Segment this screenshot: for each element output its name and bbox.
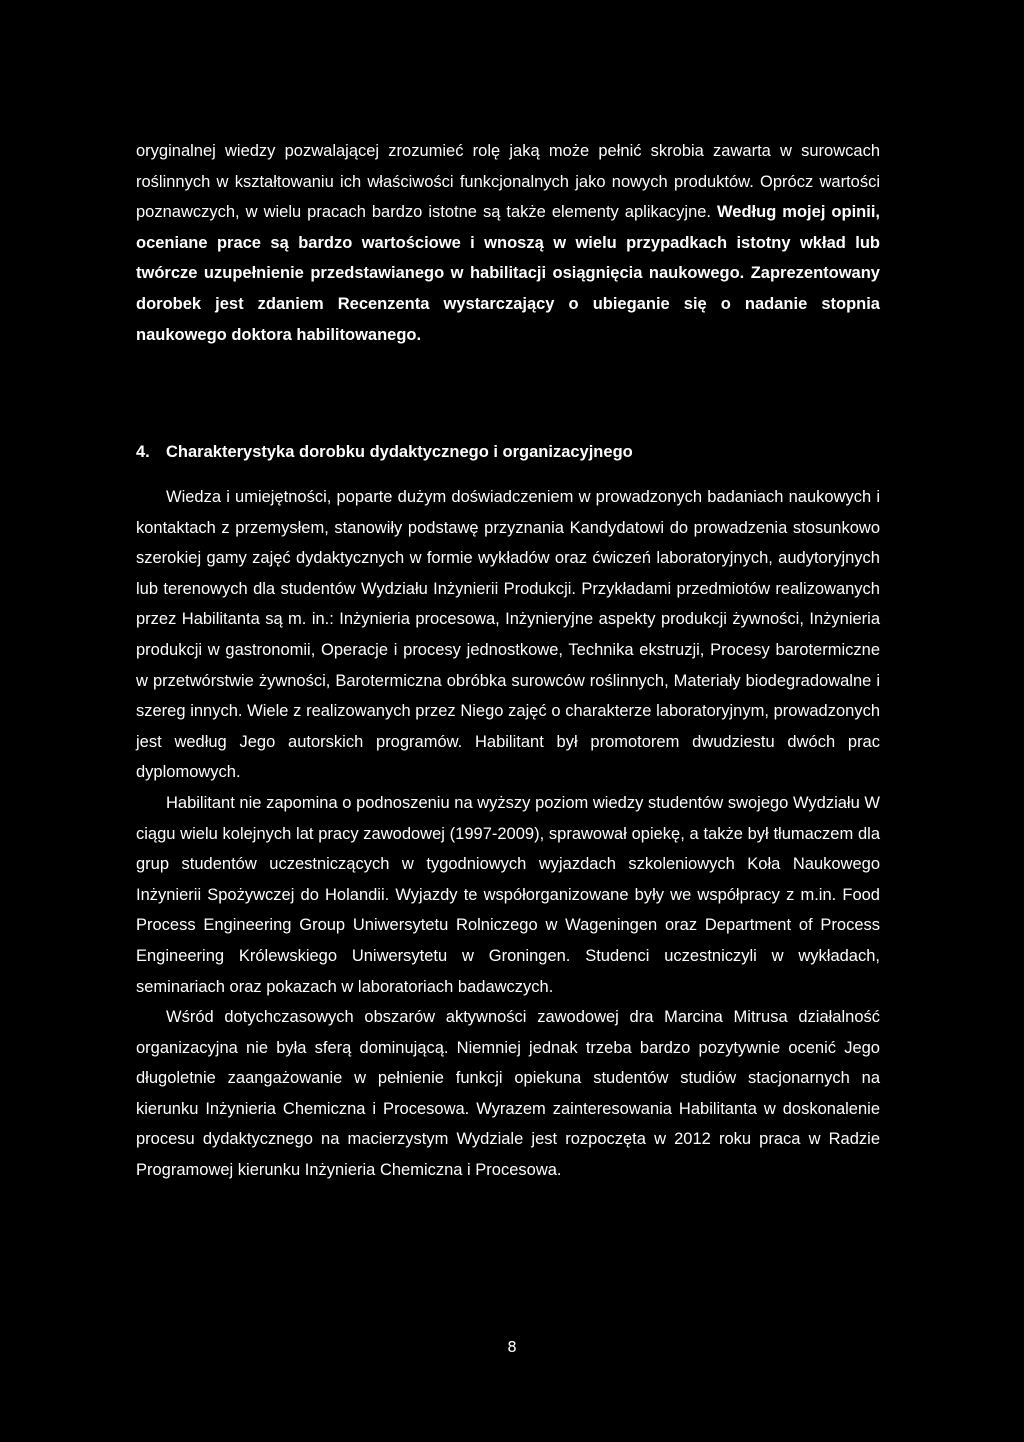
top-paragraph-normal-text: oryginalnej wiedzy pozwalającej zrozumieć rolę jaką może pełnić skrobia zawarta w surowcach roślinnych w kształtowaniu ich właściwości funkcjonalnych jako nowych produktów. Oprócz wartości poznawczych, w wielu pracach bardzo istotne są także elementy aplikacyjne. xyxy=(136,142,880,222)
section-number: 4. xyxy=(136,443,150,461)
body-paragraph: Habilitant nie zapomina o podnoszeniu na wyższy poziom wiedzy studentów swojego Wydziału W ciągu wielu kolejnych lat pracy zawodowej (1997-2009), sprawował opiekę, a także był tłumaczem dla grup studentów uczestniczących w tygodniowych wyjazdach szkoleniowych Koła Naukowego Inżynierii Spożywczej do Holandii. Wyjazdy te współorganizowane były we współpracy z m.in. Food Process Engineering Group Uniwersytetu Rolniczego w Wageningen oraz Department of Process Engineering Królewskiego Uniwersytetu w Groningen. Studenci uczestniczyli w wykładach, seminariach oraz pokazach w laboratoriach badawczych. xyxy=(136,793,880,996)
section-body xyxy=(136,482,880,1186)
page-number: 8 xyxy=(507,1338,517,1356)
section-title: Charakterystyka dorobku dydaktycznego i organizacyjnego xyxy=(166,443,633,461)
body-paragraph: Wśród dotychczasowych obszarów aktywności zawodowej dra Marcina Mitrusa działalność organizacyjna nie była sferą dominującą. Niemniej jednak trzeba bardzo pozytywnie ocenić Jego długoletnie zaangażowanie w pełnienie funkcji opiekuna studentów studiów stacjonarnych na kierunku Inżynieria Chemiczna i Procesowa. Wyrazem zainteresowania Habilitanta w doskonalenie procesu dydaktycznego na macierzystym Wydziale jest rozpoczęta w 2012 roku praca w Radzie Programowej kierunku Inżynieria Chemiczna i Procesowa. xyxy=(136,1008,880,1180)
top-paragraph xyxy=(136,136,880,350)
top-paragraph-bold-text: Według mojej opinii, oceniane prace są bardzo wartościowe i wnoszą w wielu przypadkach istotny wkład lub twórcze uzupełnienie przedstawianego w habilitacji osiągnięcia naukowego. Zaprezentowany dorobek jest zdaniem Recenzenta wystarczający o ubieganie się o nadanie stopnia naukowego doktora habilitowanego. xyxy=(136,203,880,344)
section-heading xyxy=(136,437,880,467)
body-paragraph: Wiedza i umiejętności, poparte dużym doświadczeniem w prowadzonych badaniach naukowych i kontaktach z przemysłem, stanowiły podstawę przyznania Kandydatowi do prowadzenia stosunkowo szerokiej gamy zajęć dydaktycznych w formie wykładów oraz ćwiczeń laboratoryjnych, audytoryjnych lub terenowych dla studentów Wydziału Inżynierii Produkcji. Przykładami przedmiotów realizowanych przez Habilitanta są m. in.: Inżynieria procesowa, Inżynieryjne aspekty produkcji żywności, Inżynieria produkcji w gastronomii, Operacje i procesy jednostkowe, Technika ekstruzji, Procesy barotermiczne w przetwórstwie żywności, Barotermiczna obróbka surowców roślinnych, Materiały biodegradowalne i szereg innych. Wiele z realizowanych przez Niego zajęć o charakterze laboratoryjnym, prowadzonych jest według Jego autorskich programów. Habilitant był promotorem dwudziestu dwóch prac dyplomowych. xyxy=(136,488,880,782)
